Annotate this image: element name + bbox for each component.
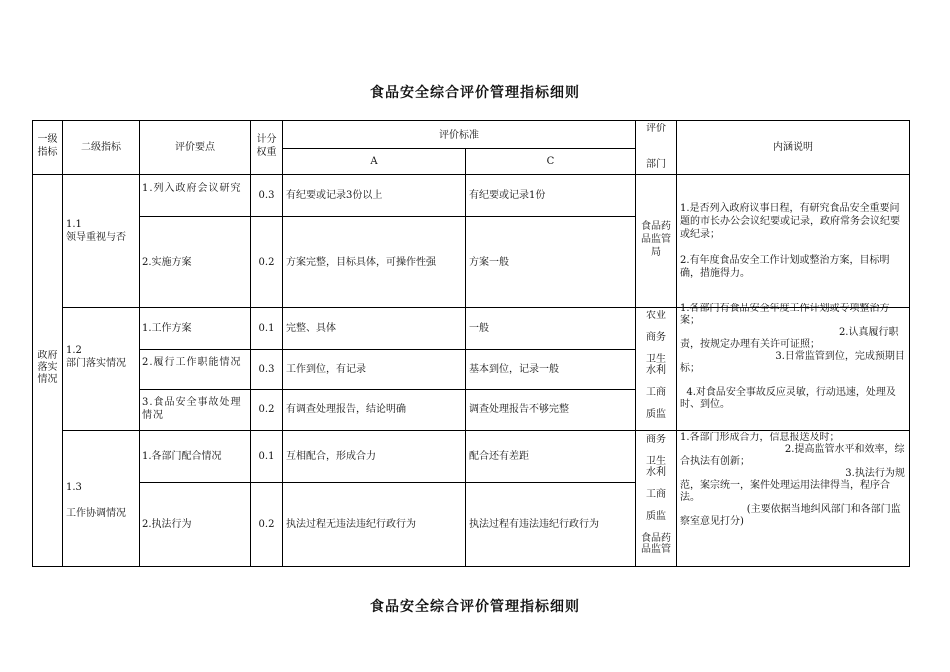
weight-cell: 0.3 [258, 364, 275, 375]
weight-cell: 0.2 [258, 519, 275, 530]
standard-c-cell: 执法过程有违法违纪行政行为 [469, 519, 599, 530]
standard-c-cell: 一般 [469, 323, 489, 334]
point-cell: 1.各部门配合情况 [142, 451, 222, 462]
header-weight: 计分 权重 [256, 134, 277, 158]
dept-cell: 商务 卫生 水利 工商 质监 食品药 品监管 [641, 434, 671, 555]
dept-cell: 食品药 品监管 局 [641, 221, 671, 258]
standard-c-cell: 基本到位，记录一般 [469, 364, 559, 375]
header-standard: 评价标准 [439, 130, 479, 141]
standard-a-cell: 有纪要或记录3份以上 [286, 190, 383, 201]
standard-a-cell: 完整、具体 [286, 323, 336, 334]
header-standard-a: A [370, 156, 378, 167]
standard-c-cell: 配合还有差距 [469, 451, 529, 462]
weight-cell: 0.2 [258, 257, 275, 268]
point-cell: 1.列入政府会议研究 [142, 183, 242, 194]
header-level2: 二级指标 [81, 142, 121, 153]
dept-cell: 农业 商务 卫生 水利 工商 质监 [646, 310, 666, 420]
standard-a-cell: 互相配合，形成合力 [286, 451, 376, 462]
weight-cell: 0.1 [258, 451, 275, 462]
desc-cell: 1.各部门形成合力，信息报送及时； 2.提高监管水平和效率，综合执法有创新； 3.执法行为规范，案宗统一，案件处理运用法律得当，程序合法。 (主要依据当地纠风部门和各部门监察室意见打分) [680, 432, 905, 527]
standard-a-cell: 有调查处理报告，结论明确 [286, 404, 406, 415]
weight-cell: 0.3 [258, 190, 275, 201]
header-desc: 内涵说明 [773, 142, 813, 153]
desc-cell: 1.各部门有食品安全年度工作计划或专项整治方案； 2.认真履行职责，按规定办理有关许可证照； 3.日常监管到位，完成预期目标； 4.对食品安全事故反应灵敏，行动迅速，处理及时、到位。 [680, 303, 905, 410]
point-cell: 3.食品安全事故处理情况 [142, 397, 242, 421]
desc-cell: 1.是否列入政府议事日程，有研究食品安全重要问题的市长办公会议纪要或记录，政府常务会议纪要或纪录； 2.有年度食品安全工作计划或整治方案，目标明确，措施得力。 [680, 203, 900, 279]
header-dept: 评价 部门 [646, 123, 666, 170]
standard-c-cell: 方案一般 [469, 257, 509, 268]
weight-cell: 0.1 [258, 323, 275, 334]
level1-indicator: 政府 落实 情况 [37, 350, 58, 385]
header-points: 评价要点 [175, 142, 215, 153]
document-title-repeat: 食品安全综合评价管理指标细则 [370, 599, 580, 615]
point-cell: 2.执法行为 [142, 519, 192, 530]
level2-indicator: 1.3 工作协调情况 [66, 482, 126, 519]
level2-indicator: 1.2 部门落实情况 [66, 345, 126, 369]
standard-c-cell: 调查处理报告不够完整 [469, 404, 569, 415]
point-cell: 2.实施方案 [142, 257, 192, 268]
level2-indicator: 1.1 领导重视与否 [66, 219, 126, 243]
document-title: 食品安全综合评价管理指标细则 [370, 85, 580, 101]
standard-a-cell: 方案完整，目标具体，可操作性强 [286, 257, 436, 268]
header-level1: 一级 指标 [37, 134, 58, 158]
standard-a-cell: 执法过程无违法违纪行政行为 [286, 519, 416, 530]
header-standard-c: C [546, 156, 555, 167]
weight-cell: 0.2 [258, 404, 275, 415]
standard-a-cell: 工作到位，有记录 [286, 364, 366, 375]
point-cell: 2.履行工作职能情况 [142, 357, 242, 368]
point-cell: 1.工作方案 [142, 323, 192, 334]
standard-c-cell: 有纪要或记录1份 [469, 190, 546, 201]
